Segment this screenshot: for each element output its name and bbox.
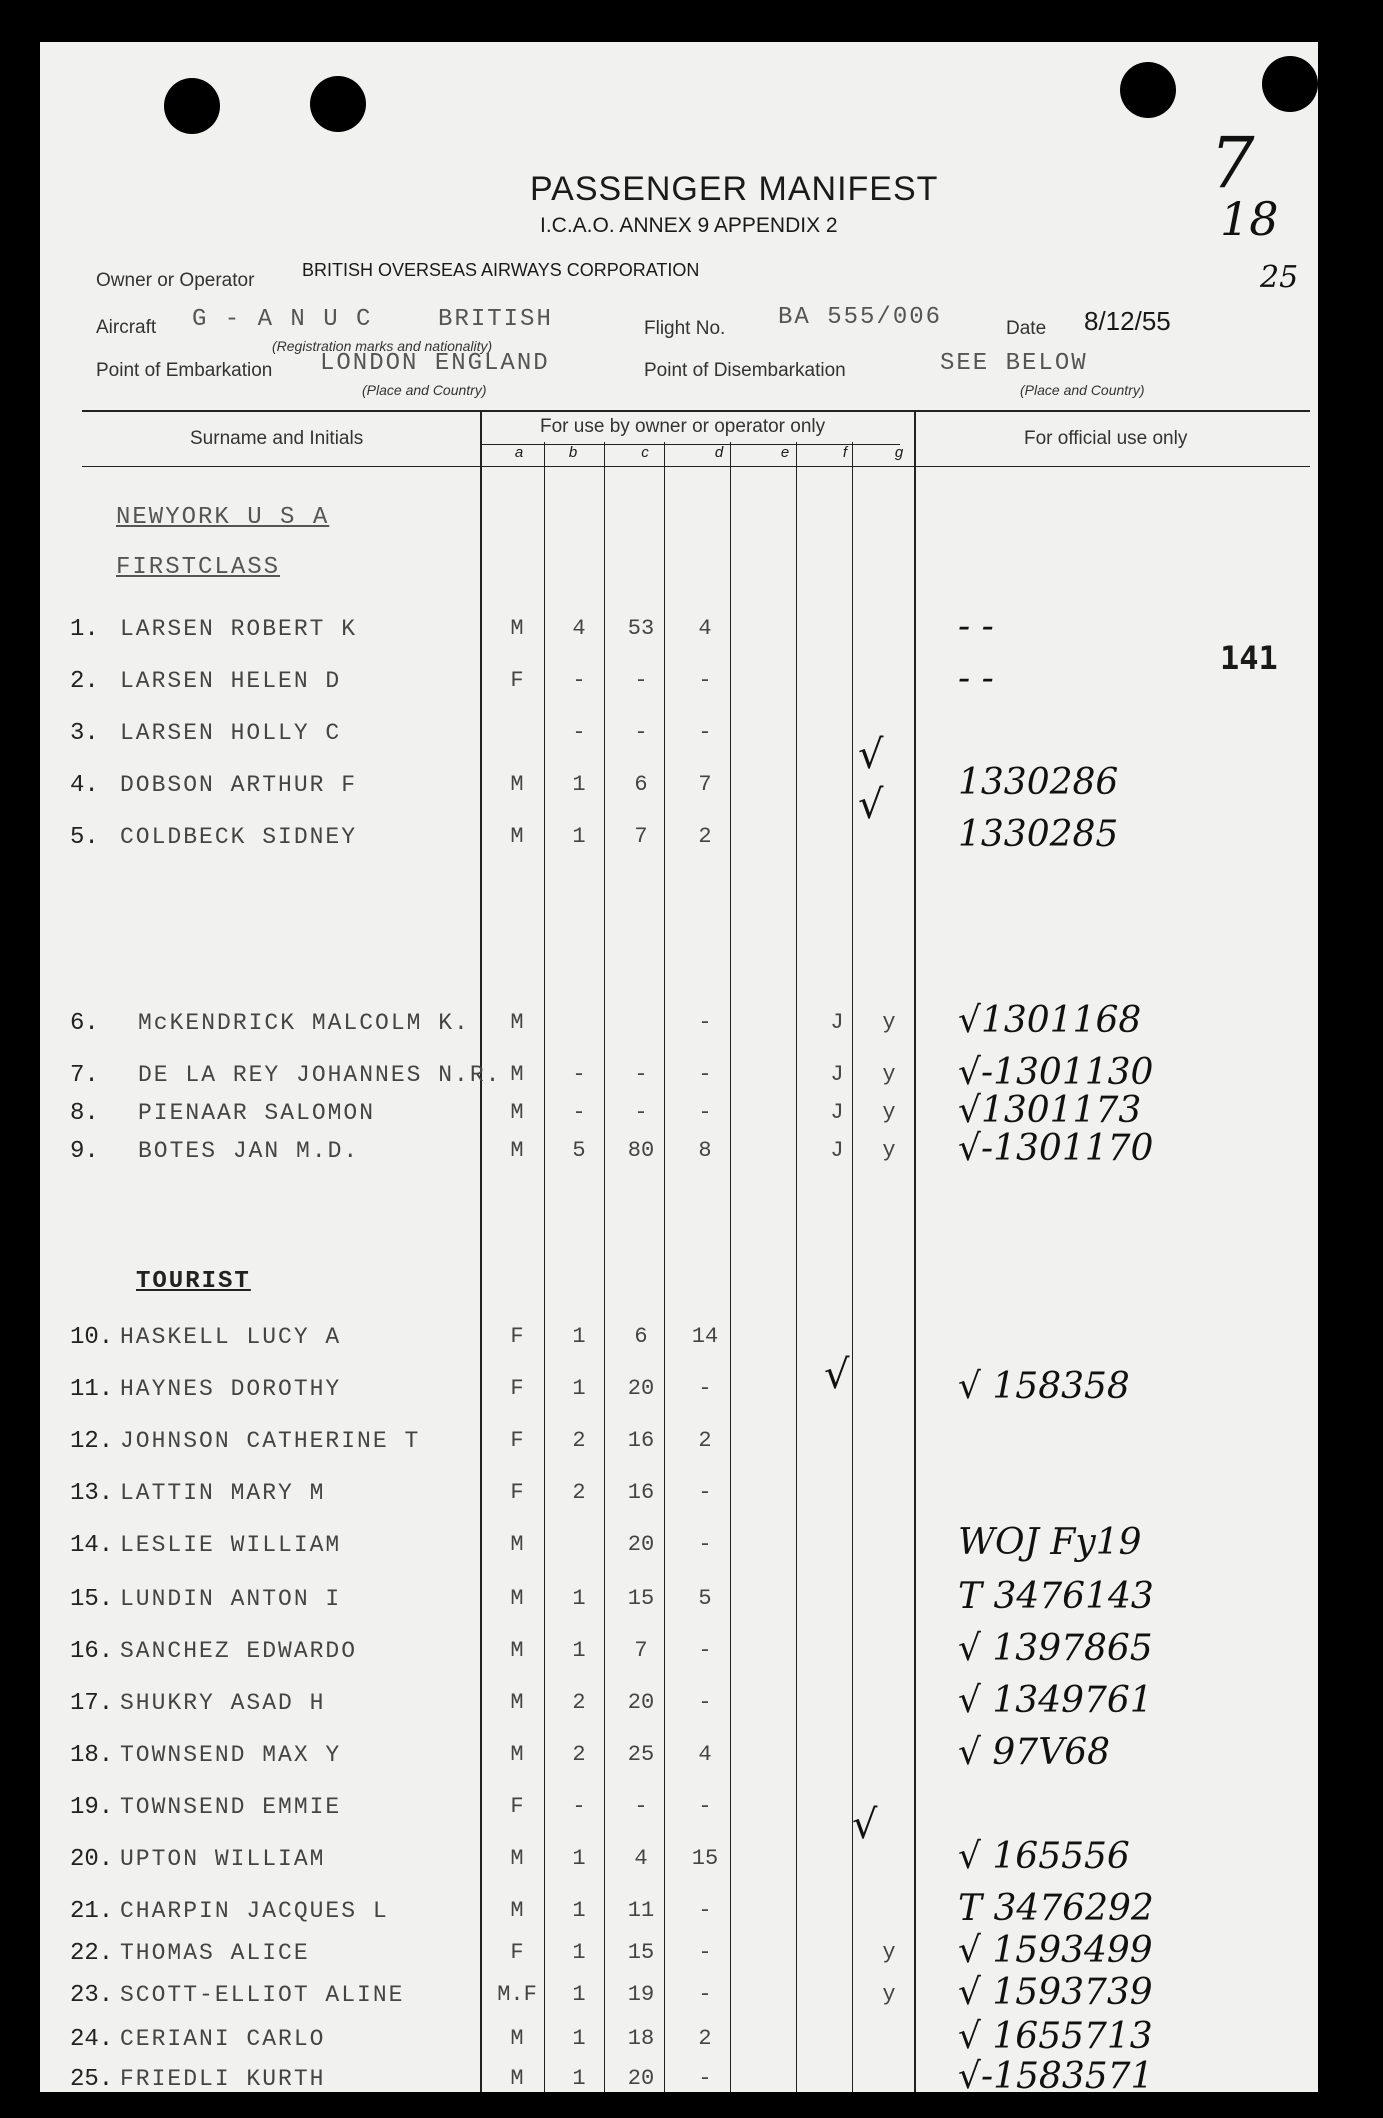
cell-d: - [698,1898,712,1923]
subcol-header: a [514,444,524,461]
divider [82,466,1310,467]
page-title: PASSENGER MANIFEST [530,170,939,208]
cell-c: 7 [634,824,648,849]
cell-d: 2 [698,1428,712,1453]
row-number: 16. [70,1638,114,1665]
cell-c: 16 [627,1428,655,1453]
cell-d: 4 [698,616,712,641]
row-number: 2. [70,668,99,695]
row-number: 14. [70,1532,114,1559]
cell-c: 6 [634,1324,648,1349]
table-row [40,814,1318,864]
table-row [40,1366,1318,1416]
cell-d: - [698,1982,712,2007]
table-row [40,720,1318,760]
cell-a: F [510,1794,524,1819]
cell-b: 5 [572,1138,586,1163]
cell-g: y [882,1010,896,1035]
cell-a: F [510,1428,524,1453]
check-mark: √ [858,732,884,778]
passenger-name: LATTIN MARY M [120,1480,326,1506]
cell-d: 7 [698,772,712,797]
cell-c: 80 [627,1138,655,1163]
table-row [40,1000,1318,1050]
corner-mark: 25 [1260,260,1299,295]
cell-b: 1 [572,1586,586,1611]
passenger-name: LARSEN ROBERT K [120,616,358,642]
passenger-name: TOWNSEND EMMIE [120,1794,342,1820]
row-number: 4. [70,772,99,799]
table-row [40,2056,1318,2092]
cell-b: - [572,1794,586,1819]
cell-c: 53 [627,616,655,641]
punch-hole [310,76,366,132]
table-row [40,762,1318,812]
subcol-header: d [714,444,724,461]
passenger-name: DOBSON ARTHUR F [120,772,358,798]
cell-b: - [572,720,586,745]
cell-d: - [698,668,712,693]
official-entry: √ 1593499 [958,1930,1153,1971]
official-entry: √ 1349761 [958,1680,1153,1721]
passenger-name: COLDBECK SIDNEY [120,824,358,850]
cell-f: J [830,1100,844,1125]
owner-value: BRITISH OVERSEAS AIRWAYS CORPORATION [302,260,700,280]
cell-b: 2 [572,1742,586,1767]
cell-a: M [510,1898,524,1923]
cell-b: 1 [572,2026,586,2051]
cell-b: 2 [572,1690,586,1715]
passenger-name: UPTON WILLIAM [120,1846,326,1872]
flight-value: BA 555/006 [778,304,943,331]
official-entry: 1330285 [958,814,1119,855]
cell-a: F [510,1324,524,1349]
cell-b: 4 [572,616,586,641]
passenger-name: SCOTT-ELLIOT ALINE [120,1982,405,2008]
official-entry: √ 1655713 [958,2016,1153,2057]
cell-c: 20 [627,1532,655,1557]
cell-c: 18 [627,2026,655,2051]
cell-c: 20 [627,1376,655,1401]
official-entry: √1301168 [958,1000,1142,1041]
cell-c: 11 [627,1898,655,1923]
embarkation-label: Point of Embarkation [96,360,273,381]
row-number: 17. [70,1690,114,1717]
table-row [40,1794,1318,1834]
date-value: 8/12/55 [1084,306,1171,336]
cell-a: M [510,824,524,849]
official-entry: √ 97V68 [958,1732,1110,1773]
cell-b: 1 [572,824,586,849]
cell-d: - [698,720,712,745]
official-entry: WOJ Fy19 [958,1522,1142,1563]
official-column-header: For official use only [1024,428,1188,449]
cell-b: 1 [572,1846,586,1871]
cell-d: - [698,1794,712,1819]
official-entry: 1330286 [958,762,1119,803]
owner-column-header: For use by owner or operator only [540,416,826,437]
divider [82,410,1310,412]
cell-b: 1 [572,2066,586,2091]
cell-b: - [572,1062,586,1087]
cell-c: 15 [627,1586,655,1611]
row-number: 7. [70,1062,99,1089]
official-entry: √-1583571 [958,2056,1154,2092]
column-rule [914,412,916,2092]
cell-a: M [510,1690,524,1715]
section-tourist: TOURIST [136,1268,251,1295]
passenger-name: JOHNSON CATHERINE T [120,1428,421,1454]
cell-a: M [510,1532,524,1557]
punch-hole [1120,62,1176,118]
aircraft-note: (Registration marks and nationality) [272,338,493,354]
cell-b: 1 [572,1376,586,1401]
passenger-name: LARSEN HOLLY C [120,720,342,746]
passenger-name: LESLIE WILLIAM [120,1532,342,1558]
table-row [40,1128,1318,1178]
row-number: 6. [70,1010,99,1037]
cell-a: M [510,772,524,797]
passenger-name: CERIANI CARLO [120,2026,326,2052]
cell-a: F [510,668,524,693]
cell-g: y [882,1940,896,1965]
row-number: 15. [70,1586,114,1613]
passenger-name: McKENDRICK MALCOLM K. [138,1010,470,1036]
flight-label: Flight No. [644,318,726,339]
table-row [40,1628,1318,1678]
cell-a: M [510,2026,524,2051]
row-number: 23. [70,1982,114,2009]
passenger-name: DE LA REY JOHANNES N.R. [138,1062,502,1088]
cell-a: F [510,1940,524,1965]
cell-c: 7 [634,1638,648,1663]
cell-c: - [634,668,648,693]
passenger-name: BOTES JAN M.D. [138,1138,360,1164]
cell-d: - [698,1010,712,1035]
cell-d: - [698,1480,712,1505]
table-row [40,1680,1318,1730]
cell-c: - [634,1794,648,1819]
subcol-header: e [780,444,790,461]
check-mark: √ [858,782,884,828]
section-firstclass: FIRSTCLASS [116,554,281,581]
surname-column-header: Surname and Initials [190,428,364,449]
cell-c: 20 [627,1690,655,1715]
row-number: 12. [70,1428,114,1455]
subcol-header: c [641,444,649,461]
page-subtitle: I.C.A.O. ANNEX 9 APPENDIX 2 [540,214,838,237]
passenger-name: SHUKRY ASAD H [120,1690,326,1716]
subcol-header: b [568,444,578,461]
cell-d: - [698,1940,712,1965]
cell-g: y [882,1138,896,1163]
passenger-name: SANCHEZ EDWARDO [120,1638,358,1664]
cell-b: 1 [572,1638,586,1663]
column-rule [480,412,482,2092]
cell-b: 1 [572,772,586,797]
cell-a: M [510,616,524,641]
cell-f: J [830,1062,844,1087]
official-entry: √1301173 [958,1090,1142,1131]
official-entry: - - [958,658,994,699]
cell-d: - [698,1376,712,1401]
cell-d: 14 [691,1324,719,1349]
subcol-header: g [894,444,904,461]
cell-a: M [510,1010,524,1035]
cell-a: F [510,1376,524,1401]
row-number: 5. [70,824,99,851]
row-number: 18. [70,1742,114,1769]
official-entry: T 3476143 [958,1576,1154,1617]
cell-a: M [510,1586,524,1611]
official-entry: √ 158358 [958,1366,1130,1407]
cell-b: 2 [572,1480,586,1505]
section-newyork: NEWYORK U S A [116,504,330,531]
passenger-name: CHARPIN JACQUES L [120,1898,389,1924]
cell-c: 25 [627,1742,655,1767]
row-number: 19. [70,1794,114,1821]
cell-d: - [698,1638,712,1663]
cell-d: 5 [698,1586,712,1611]
cell-d: 15 [691,1846,719,1871]
disembarkation-label: Point of Disembarkation [644,360,846,381]
cell-d: 8 [698,1138,712,1163]
embarkation-note: (Place and Country) [362,382,487,398]
official-entry: √ 1397865 [958,1628,1153,1669]
date-label: Date [1006,318,1047,339]
cell-b: - [572,1100,586,1125]
cell-b: 1 [572,1324,586,1349]
row-number: 9. [70,1138,99,1165]
cell-d: - [698,1532,712,1557]
passenger-name: LUNDIN ANTON I [120,1586,342,1612]
table-row [40,606,1318,656]
cell-a: M [510,1100,524,1125]
cell-a: M [510,1846,524,1871]
cell-a: M [510,1638,524,1663]
official-entry: T 3476292 [958,1888,1154,1929]
cell-d: - [698,2066,712,2091]
manifest-sheet [40,42,1318,2092]
embarkation-value: LONDON ENGLAND [320,350,550,377]
cell-a: M [510,1062,524,1087]
official-entry: √ 1593739 [958,1972,1153,2013]
passenger-name: PIENAAR SALOMON [138,1100,376,1126]
row-number: 8. [70,1100,99,1127]
row-number: 11. [70,1376,114,1403]
passenger-name: HAYNES DOROTHY [120,1376,342,1402]
cell-b: 1 [572,1898,586,1923]
row-number: 21. [70,1898,114,1925]
table-row [40,1522,1318,1572]
row-number: 25. [70,2066,114,2092]
cell-d: - [698,1100,712,1125]
cell-g: y [882,1100,896,1125]
cell-c: - [634,1100,648,1125]
cell-c: 15 [627,1940,655,1965]
cell-a: M [510,1742,524,1767]
check-mark: √ [824,1352,850,1398]
passenger-name: THOMAS ALICE [120,1940,310,1966]
cell-c: - [634,1062,648,1087]
table-row [40,1480,1318,1520]
cell-c: 16 [627,1480,655,1505]
row-number: 1. [70,616,99,643]
aircraft-label: Aircraft [96,317,157,338]
table-row [40,1428,1318,1468]
cell-c: 6 [634,772,648,797]
cell-b: 1 [572,1940,586,1965]
subcol-header: f [842,444,848,461]
cell-c: - [634,720,648,745]
passenger-name: LARSEN HELEN D [120,668,342,694]
table-row [40,1732,1318,1782]
passenger-name: HASKELL LUCY A [120,1324,342,1350]
cell-f: J [830,1138,844,1163]
cell-b: 2 [572,1428,586,1453]
table-row [40,1576,1318,1626]
punch-hole [164,78,220,134]
cell-a: M [510,1138,524,1163]
cell-d: 2 [698,2026,712,2051]
official-entry: - - [958,606,994,647]
row-number: 13. [70,1480,114,1507]
cell-c: 19 [627,1982,655,2007]
cell-b: 1 [572,1982,586,2007]
owner-label: Owner or Operator [96,270,255,291]
table-row [40,1836,1318,1886]
check-mark: √ [852,1802,878,1848]
disembarkation-note: (Place and Country) [1020,382,1145,398]
corner-mark: 7 [1210,122,1255,204]
cell-f: J [830,1010,844,1035]
cell-d: - [698,1062,712,1087]
cell-b: - [572,668,586,693]
row-number: 20. [70,1846,114,1873]
cell-d: 2 [698,824,712,849]
table-row [40,1324,1318,1364]
cell-d: - [698,1690,712,1715]
cell-c: 20 [627,2066,655,2091]
disembarkation-value: SEE BELOW [940,350,1088,377]
official-entry: √ 165556 [958,1836,1130,1877]
row-number: 22. [70,1940,114,1967]
official-entry: √-1301170 [958,1128,1154,1169]
stamp-number: 141 [1220,639,1278,677]
passenger-name: TOWNSEND MAX Y [120,1742,342,1768]
passenger-name: FRIEDLI KURTH [120,2066,326,2092]
cell-g: y [882,1062,896,1087]
aircraft-value: G - A N U C BRITISH [192,306,553,333]
cell-c: 4 [634,1846,648,1871]
cell-a: F [510,1480,524,1505]
cell-a: M [510,2066,524,2091]
cell-a: M.F [497,1982,537,2007]
cell-g: y [882,1982,896,2007]
row-number: 10. [70,1324,114,1351]
punch-hole [1262,56,1318,112]
row-number: 24. [70,2026,114,2053]
row-number: 3. [70,720,99,747]
corner-mark: 18 [1220,192,1279,246]
official-entry: √-1301130 [958,1052,1154,1093]
cell-d: 4 [698,1742,712,1767]
